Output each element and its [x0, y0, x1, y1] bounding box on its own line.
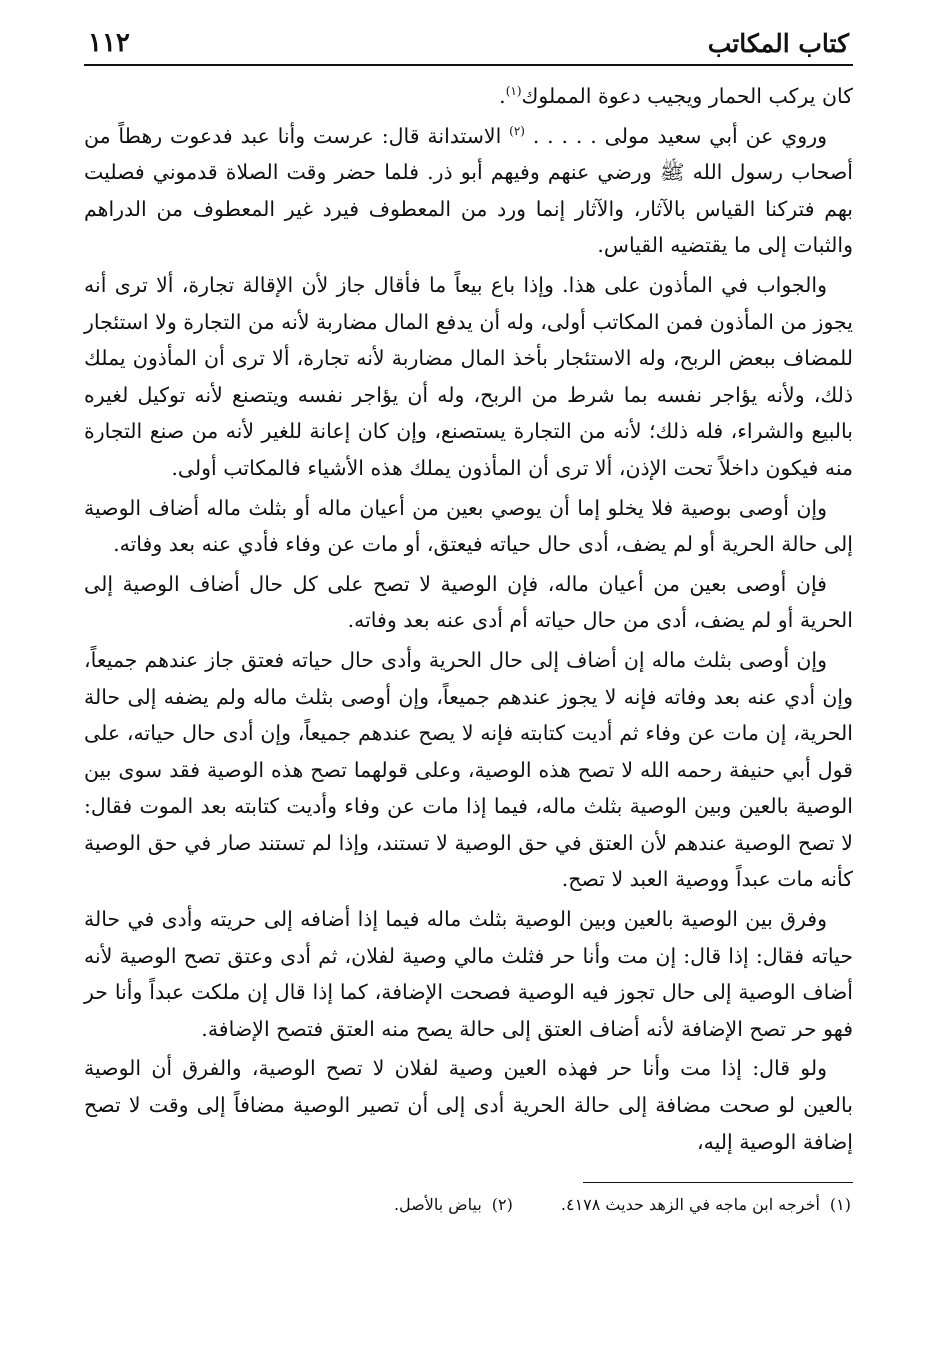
running-title: كتاب المكاتب [707, 29, 849, 58]
footnote-number: (١) [829, 1195, 851, 1215]
footnote-text: بياض بالأصل. [393, 1195, 482, 1215]
paragraph-text-cont: . [499, 84, 506, 108]
footnotes [84, 1193, 853, 1217]
paragraph [84, 642, 853, 898]
paragraph [84, 566, 853, 639]
page-number: ١١٢ [88, 28, 130, 58]
footnote-divider [583, 1182, 853, 1183]
paragraph [84, 490, 853, 563]
page-header [84, 22, 853, 66]
paragraph [84, 1050, 853, 1160]
paragraph-text: وإن أوصى بوصية فلا يخلو إما أن يوصي بعين من أعيان ماله أو بثلث ماله أضاف الوصية إلى حالة الحرية أو لم يضف، أدى حال حياته فيعتق، أو مات عن وفاء فأدي عنه بعد وفاته. [84, 495, 853, 557]
paragraph [84, 78, 853, 115]
paragraph [84, 118, 853, 264]
paragraph-text: وروي عن أبي سعيد مولى . . . . . [524, 123, 827, 148]
footnote [561, 1193, 851, 1217]
paragraph [84, 267, 853, 487]
paragraph-text: والجواب في المأذون على هذا. وإذا باع بيعاً ما فأقال جاز لأن الإقالة تجارة، ألا ترى أنه يجوز من المأذون فمن المكاتب أولى، وله أن يدفع المال مضاربة لأنه من التجارة ولا استئجار للمضاف ببعض الربح، وله الاستئجار بأخذ المال مضاربة لأنه تجارة، ألا ترى أن المأذون يملك ذلك، ولأنه يؤاجر نفسه بما شرط من الربح، وله أن يؤاجر نفسه ويتصنع لأنه توكيل لغيره بالبيع والشراء، فله ذلك؛ لأنه من التجارة يستصنع، وإن كان إعانة للغير لأنه من صنع التجارة منه فيكون داخلاً تحت الإذن، ألا ترى أن المأذون يملك هذه الأشياء فالمكاتب أولى. [84, 272, 853, 480]
paragraph-text: ولو قال: إذا مت وأنا حر فهذه العين وصية لفلان لا تصح الوصية، والفرق أن الوصية بالعين لو صحت مضافة إلى حالة الحرية أدى إلى أن تصير الوصية مضافاً إلى وقت لا تصح إضافة الوصية إليه، [84, 1056, 853, 1154]
footnote-ref[interactable]: (٢) [509, 123, 525, 138]
footnote-number: (٢) [491, 1195, 513, 1215]
paragraph-text: وإن أوصى بثلث ماله إن أضاف إلى حال الحرية وأدى حال حياته فعتق جاز عندهم جميعاً، وإن أدي عنه بعد وفاته فإنه لا يجوز عندهم جميعاً، وإن أوصى بثلث ماله ولم يضفه إلى حالة الحرية، إن مات عن وفاء ثم أديت كتابته فإنه لا يصح عندهم جميعاً، وإن أدى حال حياته، على قول أبي حنيفة رحمه الله لا تصح هذه الوصية، وعلى قولهما تصح هذه الوصية فقد سوى بين الوصية بالعين وبين الوصية بثلث ماله، فيما إذا مات عن وفاء وأديت كتابته بعد الموت فقال: لا تصح الوصية عندهم لأن العتق في حق الوصية لا تستند، وإذا لم تستند صار في حق الوصية كأنه مات عبداً ووصية العبد لا تصح. [84, 647, 853, 892]
paragraph-text: فإن أوصى بعين من أعيان ماله، فإن الوصية لا تصح على كل حال أضاف الوصية إلى الحرية أو لم يضف، أدى من حال حياته أم أدى عنه بعد وفاته. [84, 571, 853, 633]
paragraph-text: وفرق بين الوصية بالعين وبين الوصية بثلث ماله فيما إذا أضافه إلى حريته وأدى في حالة حياته فقال: إذا قال: إن مت وأنا حر فثلث مالي وصية لفلان، ثم أدى وعتق تصح الوصية لأنه أضاف الوصية إلى حال تجوز فيه الوصية فصحت الإضافة، كما إذا قال إن ملكت عبداً وأنا حر فهو حر تصح الإضافة لأنه أضاف العتق إلى حالة يصح منه العتق فتصح الإضافة. [84, 907, 853, 1041]
page-body [84, 66, 853, 1160]
paragraph-text: كان يركب الحمار ويجيب دعوة المملوك [521, 84, 853, 108]
paragraph-text-cont: الاستدانة قال: عرست وأنا عبد فدعوت رهطاً من أصحاب رسول الله ﷺ ورضي عنهم وفيهم أبو ذر. فلما حضر وقت الصلاة قدموني فصليت بهم فتركنا القياس بالآثار، والآثار إنما ورد من المعطوف فيرد غير المعطوف من الدراهم والثبات إلى ما يقتضيه القياس. [84, 123, 853, 258]
footnote-text: أخرجه ابن ماجه في الزهد حديث ٤١٧٨. [560, 1195, 820, 1215]
footnote-ref[interactable]: (١) [505, 84, 522, 99]
paragraph [84, 901, 853, 1047]
footnote [394, 1193, 513, 1217]
